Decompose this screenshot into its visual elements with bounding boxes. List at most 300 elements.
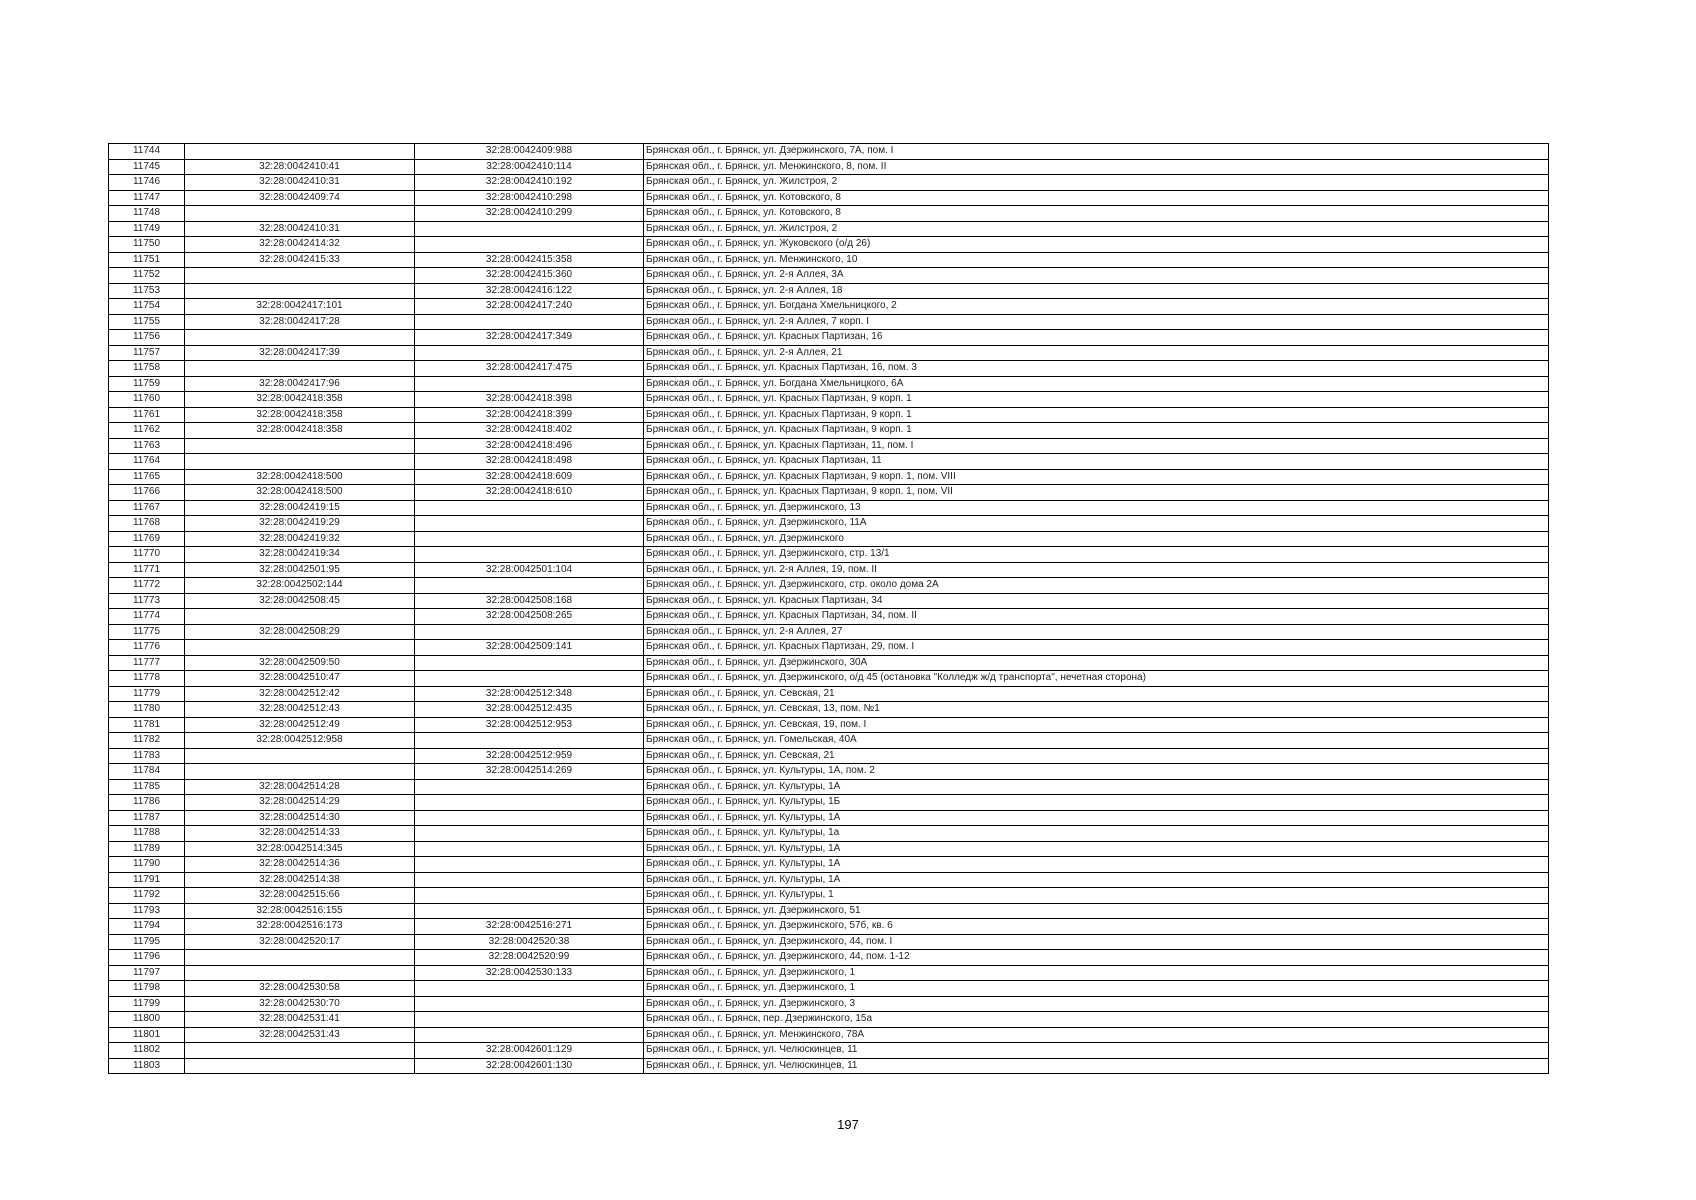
row-number-cell: 11760 xyxy=(109,392,185,408)
land-cadastral-number-cell: 32:28:0042501:95 xyxy=(185,562,415,578)
building-cadastral-number-cell xyxy=(415,826,644,842)
land-cadastral-number-cell xyxy=(185,268,415,284)
row-number-cell: 11766 xyxy=(109,485,185,501)
table-row xyxy=(109,779,1549,795)
address-cell: Брянская обл., г. Брянск, ул. Севская, 21 xyxy=(644,686,1549,702)
building-cadastral-number-cell xyxy=(415,655,644,671)
address-cell: Брянская обл., г. Брянск, ул. Дзержинского, 1 xyxy=(644,965,1549,981)
address-cell: Брянская обл., г. Брянск, ул. Красных Партизан, 9 корп. 1 xyxy=(644,392,1549,408)
land-cadastral-number-cell: 32:28:0042417:39 xyxy=(185,345,415,361)
table-row xyxy=(109,872,1549,888)
address-cell: Брянская обл., г. Брянск, ул. Красных Партизан, 16 xyxy=(644,330,1549,346)
address-cell: Брянская обл., г. Брянск, ул. Красных Партизан, 16, пом. 3 xyxy=(644,361,1549,377)
building-cadastral-number-cell xyxy=(415,779,644,795)
table-row xyxy=(109,438,1549,454)
land-cadastral-number-cell: 32:28:0042508:45 xyxy=(185,593,415,609)
table-row xyxy=(109,206,1549,222)
land-cadastral-number-cell: 32:28:0042516:155 xyxy=(185,903,415,919)
table-row xyxy=(109,144,1549,160)
row-number-cell: 11791 xyxy=(109,872,185,888)
address-cell: Брянская обл., г. Брянск, ул. Менжинского, 10 xyxy=(644,252,1549,268)
land-cadastral-number-cell: 32:28:0042514:29 xyxy=(185,795,415,811)
land-cadastral-number-cell: 32:28:0042515:66 xyxy=(185,888,415,904)
row-number-cell: 11759 xyxy=(109,376,185,392)
registry-table xyxy=(108,143,1549,1074)
building-cadastral-number-cell: 32:28:0042409:988 xyxy=(415,144,644,160)
table-row xyxy=(109,345,1549,361)
building-cadastral-number-cell: 32:28:0042512:435 xyxy=(415,702,644,718)
table-row xyxy=(109,500,1549,516)
table-row xyxy=(109,1027,1549,1043)
land-cadastral-number-cell xyxy=(185,330,415,346)
land-cadastral-number-cell xyxy=(185,1043,415,1059)
address-cell: Брянская обл., г. Брянск, ул. Севская, 13, пом. №1 xyxy=(644,702,1549,718)
address-cell: Брянская обл., г. Брянск, ул. Культуры, 1А xyxy=(644,841,1549,857)
address-cell: Брянская обл., г. Брянск, ул. Челюскинцев, 11 xyxy=(644,1058,1549,1074)
table-row xyxy=(109,221,1549,237)
address-cell: Брянская обл., г. Брянск, ул. Красных Партизан, 34, пом. II xyxy=(644,609,1549,625)
row-number-cell: 11794 xyxy=(109,919,185,935)
address-cell: Брянская обл., г. Брянск, ул. Челюскинцев, 11 xyxy=(644,1043,1549,1059)
row-number-cell: 11753 xyxy=(109,283,185,299)
building-cadastral-number-cell: 32:28:0042508:265 xyxy=(415,609,644,625)
row-number-cell: 11745 xyxy=(109,159,185,175)
row-number-cell: 11787 xyxy=(109,810,185,826)
land-cadastral-number-cell: 32:28:0042530:58 xyxy=(185,981,415,997)
page-number: 197 xyxy=(837,1117,859,1132)
row-number-cell: 11763 xyxy=(109,438,185,454)
building-cadastral-number-cell xyxy=(415,221,644,237)
row-number-cell: 11782 xyxy=(109,733,185,749)
land-cadastral-number-cell xyxy=(185,1058,415,1074)
table-row xyxy=(109,330,1549,346)
land-cadastral-number-cell: 32:28:0042419:34 xyxy=(185,547,415,563)
row-number-cell: 11799 xyxy=(109,996,185,1012)
building-cadastral-number-cell: 32:28:0042512:348 xyxy=(415,686,644,702)
building-cadastral-number-cell xyxy=(415,888,644,904)
land-cadastral-number-cell: 32:28:0042418:358 xyxy=(185,392,415,408)
row-number-cell: 11754 xyxy=(109,299,185,315)
table-row xyxy=(109,299,1549,315)
address-cell: Брянская обл., г. Брянск, ул. Жилстроя, 2 xyxy=(644,221,1549,237)
land-cadastral-number-cell xyxy=(185,965,415,981)
address-cell: Брянская обл., г. Брянск, ул. Дзержинского, стр. 13/1 xyxy=(644,547,1549,563)
table-row xyxy=(109,562,1549,578)
row-number-cell: 11779 xyxy=(109,686,185,702)
building-cadastral-number-cell xyxy=(415,624,644,640)
land-cadastral-number-cell: 32:28:0042417:101 xyxy=(185,299,415,315)
row-number-cell: 11752 xyxy=(109,268,185,284)
building-cadastral-number-cell xyxy=(415,671,644,687)
building-cadastral-number-cell: 32:28:0042418:610 xyxy=(415,485,644,501)
row-number-cell: 11795 xyxy=(109,934,185,950)
building-cadastral-number-cell xyxy=(415,1012,644,1028)
land-cadastral-number-cell: 32:28:0042418:500 xyxy=(185,469,415,485)
building-cadastral-number-cell xyxy=(415,531,644,547)
address-cell: Брянская обл., г. Брянск, ул. Дзержинского, 1 xyxy=(644,981,1549,997)
table-row xyxy=(109,1012,1549,1028)
building-cadastral-number-cell xyxy=(415,237,644,253)
table-row xyxy=(109,1043,1549,1059)
address-cell: Брянская обл., г. Брянск, ул. 2-я Аллея, 19, пом. II xyxy=(644,562,1549,578)
row-number-cell: 11769 xyxy=(109,531,185,547)
address-cell: Брянская обл., г. Брянск, ул. Дзержинского, 44, пом. I xyxy=(644,934,1549,950)
land-cadastral-number-cell: 32:28:0042502:144 xyxy=(185,578,415,594)
land-cadastral-number-cell xyxy=(185,609,415,625)
row-number-cell: 11762 xyxy=(109,423,185,439)
land-cadastral-number-cell: 32:28:0042418:500 xyxy=(185,485,415,501)
row-number-cell: 11750 xyxy=(109,237,185,253)
land-cadastral-number-cell: 32:28:0042410:31 xyxy=(185,221,415,237)
building-cadastral-number-cell: 32:28:0042418:609 xyxy=(415,469,644,485)
address-cell: Брянская обл., г. Брянск, ул. 2-я Аллея, 21 xyxy=(644,345,1549,361)
land-cadastral-number-cell xyxy=(185,950,415,966)
building-cadastral-number-cell: 32:28:0042410:298 xyxy=(415,190,644,206)
building-cadastral-number-cell: 32:28:0042417:475 xyxy=(415,361,644,377)
land-cadastral-number-cell: 32:28:0042510:47 xyxy=(185,671,415,687)
row-number-cell: 11768 xyxy=(109,516,185,532)
table-row xyxy=(109,531,1549,547)
row-number-cell: 11785 xyxy=(109,779,185,795)
land-cadastral-number-cell: 32:28:0042512:42 xyxy=(185,686,415,702)
row-number-cell: 11788 xyxy=(109,826,185,842)
building-cadastral-number-cell: 32:28:0042410:114 xyxy=(415,159,644,175)
address-cell: Брянская обл., г. Брянск, пер. Дзержинского, 15а xyxy=(644,1012,1549,1028)
building-cadastral-number-cell: 32:28:0042416:122 xyxy=(415,283,644,299)
building-cadastral-number-cell xyxy=(415,981,644,997)
land-cadastral-number-cell: 32:28:0042508:29 xyxy=(185,624,415,640)
table-row xyxy=(109,423,1549,439)
row-number-cell: 11774 xyxy=(109,609,185,625)
row-number-cell: 11789 xyxy=(109,841,185,857)
address-cell: Брянская обл., г. Брянск, ул. Красных Партизан, 9 корп. 1 xyxy=(644,423,1549,439)
row-number-cell: 11746 xyxy=(109,175,185,191)
land-cadastral-number-cell: 32:28:0042410:41 xyxy=(185,159,415,175)
row-number-cell: 11784 xyxy=(109,764,185,780)
table-row xyxy=(109,159,1549,175)
building-cadastral-number-cell xyxy=(415,547,644,563)
land-cadastral-number-cell: 32:28:0042418:358 xyxy=(185,423,415,439)
land-cadastral-number-cell: 32:28:0042410:31 xyxy=(185,175,415,191)
address-cell: Брянская обл., г. Брянск, ул. Богдана Хмельницкого, 6А xyxy=(644,376,1549,392)
table-row xyxy=(109,903,1549,919)
land-cadastral-number-cell: 32:28:0042531:41 xyxy=(185,1012,415,1028)
row-number-cell: 11744 xyxy=(109,144,185,160)
building-cadastral-number-cell: 32:28:0042415:360 xyxy=(415,268,644,284)
table-row xyxy=(109,190,1549,206)
building-cadastral-number-cell xyxy=(415,733,644,749)
land-cadastral-number-cell xyxy=(185,438,415,454)
row-number-cell: 11755 xyxy=(109,314,185,330)
row-number-cell: 11793 xyxy=(109,903,185,919)
building-cadastral-number-cell xyxy=(415,376,644,392)
land-cadastral-number-cell: 32:28:0042509:50 xyxy=(185,655,415,671)
table-row xyxy=(109,733,1549,749)
address-cell: Брянская обл., г. Брянск, ул. Культуры, 1Б xyxy=(644,795,1549,811)
row-number-cell: 11772 xyxy=(109,578,185,594)
land-cadastral-number-cell xyxy=(185,748,415,764)
building-cadastral-number-cell: 32:28:0042520:38 xyxy=(415,934,644,950)
table-row xyxy=(109,593,1549,609)
building-cadastral-number-cell xyxy=(415,872,644,888)
row-number-cell: 11751 xyxy=(109,252,185,268)
row-number-cell: 11773 xyxy=(109,593,185,609)
row-number-cell: 11803 xyxy=(109,1058,185,1074)
address-cell: Брянская обл., г. Брянск, ул. 2-я Аллея, 7 корп. I xyxy=(644,314,1549,330)
building-cadastral-number-cell: 32:28:0042418:402 xyxy=(415,423,644,439)
land-cadastral-number-cell: 32:28:0042514:36 xyxy=(185,857,415,873)
row-number-cell: 11801 xyxy=(109,1027,185,1043)
address-cell: Брянская обл., г. Брянск, ул. Дзержинского, 3 xyxy=(644,996,1549,1012)
land-cadastral-number-cell: 32:28:0042531:43 xyxy=(185,1027,415,1043)
row-number-cell: 11800 xyxy=(109,1012,185,1028)
table-row xyxy=(109,624,1549,640)
building-cadastral-number-cell xyxy=(415,500,644,516)
building-cadastral-number-cell: 32:28:0042601:130 xyxy=(415,1058,644,1074)
address-cell: Брянская обл., г. Брянск, ул. 2-я Аллея, 3А xyxy=(644,268,1549,284)
table-row xyxy=(109,1058,1549,1074)
row-number-cell: 11761 xyxy=(109,407,185,423)
table-row xyxy=(109,748,1549,764)
land-cadastral-number-cell xyxy=(185,454,415,470)
address-cell: Брянская обл., г. Брянск, ул. Дзержинского, о/д 45 (остановка "Колледж ж/д транспорта", нечетная сторона) xyxy=(644,671,1549,687)
address-cell: Брянская обл., г. Брянск, ул. Культуры, 1А xyxy=(644,857,1549,873)
land-cadastral-number-cell: 32:28:0042512:43 xyxy=(185,702,415,718)
table-row xyxy=(109,283,1549,299)
building-cadastral-number-cell xyxy=(415,903,644,919)
registry-table-body xyxy=(109,144,1549,1074)
row-number-cell: 11777 xyxy=(109,655,185,671)
address-cell: Брянская обл., г. Брянск, ул. Культуры, 1а xyxy=(644,826,1549,842)
building-cadastral-number-cell: 32:28:0042418:398 xyxy=(415,392,644,408)
building-cadastral-number-cell: 32:28:0042520:99 xyxy=(415,950,644,966)
land-cadastral-number-cell xyxy=(185,206,415,222)
address-cell: Брянская обл., г. Брянск, ул. Красных Партизан, 9 корп. 1 xyxy=(644,407,1549,423)
table-row xyxy=(109,826,1549,842)
address-cell: Брянская обл., г. Брянск, ул. Менжинского, 78А xyxy=(644,1027,1549,1043)
land-cadastral-number-cell: 32:28:0042530:70 xyxy=(185,996,415,1012)
address-cell: Брянская обл., г. Брянск, ул. Красных Партизан, 9 корп. 1, пом. VII xyxy=(644,485,1549,501)
land-cadastral-number-cell xyxy=(185,764,415,780)
registry-sheet xyxy=(108,143,1548,1074)
address-cell: Брянская обл., г. Брянск, ул. Дзержинского, стр. около дома 2А xyxy=(644,578,1549,594)
table-row xyxy=(109,237,1549,253)
building-cadastral-number-cell: 32:28:0042410:192 xyxy=(415,175,644,191)
row-number-cell: 11798 xyxy=(109,981,185,997)
building-cadastral-number-cell xyxy=(415,1027,644,1043)
row-number-cell: 11749 xyxy=(109,221,185,237)
table-row xyxy=(109,175,1549,191)
address-cell: Брянская обл., г. Брянск, ул. Дзержинского, 7А, пом. I xyxy=(644,144,1549,160)
row-number-cell: 11792 xyxy=(109,888,185,904)
row-number-cell: 11756 xyxy=(109,330,185,346)
land-cadastral-number-cell xyxy=(185,283,415,299)
row-number-cell: 11796 xyxy=(109,950,185,966)
address-cell: Брянская обл., г. Брянск, ул. Жилстроя, 2 xyxy=(644,175,1549,191)
building-cadastral-number-cell: 32:28:0042509:141 xyxy=(415,640,644,656)
address-cell: Брянская обл., г. Брянск, ул. Красных Партизан, 9 корп. 1, пом. VIII xyxy=(644,469,1549,485)
land-cadastral-number-cell: 32:28:0042415:33 xyxy=(185,252,415,268)
table-row xyxy=(109,547,1549,563)
address-cell: Брянская обл., г. Брянск, ул. Красных Партизан, 11, пом. I xyxy=(644,438,1549,454)
table-row xyxy=(109,996,1549,1012)
table-row xyxy=(109,376,1549,392)
address-cell: Брянская обл., г. Брянск, ул. 2-я Аллея, 18 xyxy=(644,283,1549,299)
table-row xyxy=(109,795,1549,811)
table-row xyxy=(109,268,1549,284)
land-cadastral-number-cell: 32:28:0042512:49 xyxy=(185,717,415,733)
address-cell: Брянская обл., г. Брянск, ул. Красных Партизан, 34 xyxy=(644,593,1549,609)
building-cadastral-number-cell: 32:28:0042508:168 xyxy=(415,593,644,609)
building-cadastral-number-cell: 32:28:0042418:399 xyxy=(415,407,644,423)
land-cadastral-number-cell: 32:28:0042419:32 xyxy=(185,531,415,547)
table-row xyxy=(109,252,1549,268)
building-cadastral-number-cell xyxy=(415,841,644,857)
building-cadastral-number-cell xyxy=(415,345,644,361)
land-cadastral-number-cell: 32:28:0042417:96 xyxy=(185,376,415,392)
land-cadastral-number-cell: 32:28:0042520:17 xyxy=(185,934,415,950)
address-cell: Брянская обл., г. Брянск, ул. Культуры, 1А xyxy=(644,779,1549,795)
land-cadastral-number-cell: 32:28:0042414:32 xyxy=(185,237,415,253)
table-row xyxy=(109,950,1549,966)
table-row xyxy=(109,888,1549,904)
table-row xyxy=(109,764,1549,780)
address-cell: Брянская обл., г. Брянск, ул. Культуры, 1А xyxy=(644,872,1549,888)
building-cadastral-number-cell: 32:28:0042410:299 xyxy=(415,206,644,222)
land-cadastral-number-cell: 32:28:0042514:38 xyxy=(185,872,415,888)
address-cell: Брянская обл., г. Брянск, ул. Менжинского, 8, пом. II xyxy=(644,159,1549,175)
address-cell: Брянская обл., г. Брянск, ул. Дзержинского xyxy=(644,531,1549,547)
building-cadastral-number-cell: 32:28:0042530:133 xyxy=(415,965,644,981)
building-cadastral-number-cell: 32:28:0042417:349 xyxy=(415,330,644,346)
row-number-cell: 11781 xyxy=(109,717,185,733)
table-row xyxy=(109,655,1549,671)
building-cadastral-number-cell: 32:28:0042516:271 xyxy=(415,919,644,935)
table-row xyxy=(109,578,1549,594)
land-cadastral-number-cell: 32:28:0042418:358 xyxy=(185,407,415,423)
land-cadastral-number-cell xyxy=(185,144,415,160)
address-cell: Брянская обл., г. Брянск, ул. Дзержинского, 44, пом. 1-12 xyxy=(644,950,1549,966)
address-cell: Брянская обл., г. Брянск, ул. Культуры, 1А, пом. 2 xyxy=(644,764,1549,780)
address-cell: Брянская обл., г. Брянск, ул. Севская, 19, пом. I xyxy=(644,717,1549,733)
row-number-cell: 11767 xyxy=(109,500,185,516)
building-cadastral-number-cell xyxy=(415,857,644,873)
land-cadastral-number-cell: 32:28:0042514:345 xyxy=(185,841,415,857)
table-row xyxy=(109,469,1549,485)
address-cell: Брянская обл., г. Брянск, ул. Дзержинского, 11А xyxy=(644,516,1549,532)
table-row xyxy=(109,485,1549,501)
table-row xyxy=(109,857,1549,873)
row-number-cell: 11786 xyxy=(109,795,185,811)
land-cadastral-number-cell: 32:28:0042514:30 xyxy=(185,810,415,826)
row-number-cell: 11802 xyxy=(109,1043,185,1059)
row-number-cell: 11775 xyxy=(109,624,185,640)
building-cadastral-number-cell xyxy=(415,810,644,826)
building-cadastral-number-cell xyxy=(415,996,644,1012)
land-cadastral-number-cell xyxy=(185,640,415,656)
table-row xyxy=(109,841,1549,857)
table-row xyxy=(109,454,1549,470)
row-number-cell: 11780 xyxy=(109,702,185,718)
row-number-cell: 11783 xyxy=(109,748,185,764)
table-row xyxy=(109,934,1549,950)
row-number-cell: 11778 xyxy=(109,671,185,687)
address-cell: Брянская обл., г. Брянск, ул. Красных Партизан, 29, пом. I xyxy=(644,640,1549,656)
table-row xyxy=(109,810,1549,826)
address-cell: Брянская обл., г. Брянск, ул. Богдана Хмельницкого, 2 xyxy=(644,299,1549,315)
table-row xyxy=(109,392,1549,408)
row-number-cell: 11748 xyxy=(109,206,185,222)
row-number-cell: 11776 xyxy=(109,640,185,656)
building-cadastral-number-cell: 32:28:0042418:496 xyxy=(415,438,644,454)
row-number-cell: 11765 xyxy=(109,469,185,485)
table-row xyxy=(109,965,1549,981)
land-cadastral-number-cell: 32:28:0042419:15 xyxy=(185,500,415,516)
address-cell: Брянская обл., г. Брянск, ул. 2-я Аллея, 27 xyxy=(644,624,1549,640)
row-number-cell: 11747 xyxy=(109,190,185,206)
building-cadastral-number-cell: 32:28:0042512:959 xyxy=(415,748,644,764)
address-cell: Брянская обл., г. Брянск, ул. Котовского, 8 xyxy=(644,206,1549,222)
table-row xyxy=(109,609,1549,625)
row-number-cell: 11757 xyxy=(109,345,185,361)
address-cell: Брянская обл., г. Брянск, ул. Жуковского (о/д 26) xyxy=(644,237,1549,253)
land-cadastral-number-cell: 32:28:0042409:74 xyxy=(185,190,415,206)
building-cadastral-number-cell: 32:28:0042418:498 xyxy=(415,454,644,470)
row-number-cell: 11771 xyxy=(109,562,185,578)
land-cadastral-number-cell xyxy=(185,361,415,377)
address-cell: Брянская обл., г. Брянск, ул. Дзержинского, 30А xyxy=(644,655,1549,671)
row-number-cell: 11758 xyxy=(109,361,185,377)
address-cell: Брянская обл., г. Брянск, ул. Дзержинского, 57б, кв. 6 xyxy=(644,919,1549,935)
address-cell: Брянская обл., г. Брянск, ул. Дзержинского, 13 xyxy=(644,500,1549,516)
table-row xyxy=(109,516,1549,532)
table-row xyxy=(109,361,1549,377)
table-row xyxy=(109,640,1549,656)
address-cell: Брянская обл., г. Брянск, ул. Гомельская, 40А xyxy=(644,733,1549,749)
building-cadastral-number-cell: 32:28:0042601:129 xyxy=(415,1043,644,1059)
building-cadastral-number-cell: 32:28:0042514:269 xyxy=(415,764,644,780)
table-row xyxy=(109,919,1549,935)
address-cell: Брянская обл., г. Брянск, ул. Севская, 21 xyxy=(644,748,1549,764)
building-cadastral-number-cell xyxy=(415,516,644,532)
table-row xyxy=(109,407,1549,423)
building-cadastral-number-cell: 32:28:0042415:358 xyxy=(415,252,644,268)
building-cadastral-number-cell xyxy=(415,795,644,811)
building-cadastral-number-cell: 32:28:0042417:240 xyxy=(415,299,644,315)
address-cell: Брянская обл., г. Брянск, ул. Красных Партизан, 11 xyxy=(644,454,1549,470)
land-cadastral-number-cell: 32:28:0042516:173 xyxy=(185,919,415,935)
land-cadastral-number-cell: 32:28:0042419:29 xyxy=(185,516,415,532)
building-cadastral-number-cell xyxy=(415,578,644,594)
table-row xyxy=(109,314,1549,330)
building-cadastral-number-cell xyxy=(415,314,644,330)
land-cadastral-number-cell: 32:28:0042512:958 xyxy=(185,733,415,749)
row-number-cell: 11770 xyxy=(109,547,185,563)
row-number-cell: 11797 xyxy=(109,965,185,981)
address-cell: Брянская обл., г. Брянск, ул. Дзержинского, 51 xyxy=(644,903,1549,919)
table-row xyxy=(109,702,1549,718)
table-row xyxy=(109,686,1549,702)
land-cadastral-number-cell: 32:28:0042514:33 xyxy=(185,826,415,842)
address-cell: Брянская обл., г. Брянск, ул. Культуры, 1 xyxy=(644,888,1549,904)
table-row xyxy=(109,671,1549,687)
address-cell: Брянская обл., г. Брянск, ул. Котовского, 8 xyxy=(644,190,1549,206)
building-cadastral-number-cell: 32:28:0042512:953 xyxy=(415,717,644,733)
table-row xyxy=(109,717,1549,733)
row-number-cell: 11764 xyxy=(109,454,185,470)
land-cadastral-number-cell: 32:28:0042417:28 xyxy=(185,314,415,330)
address-cell: Брянская обл., г. Брянск, ул. Культуры, 1А xyxy=(644,810,1549,826)
